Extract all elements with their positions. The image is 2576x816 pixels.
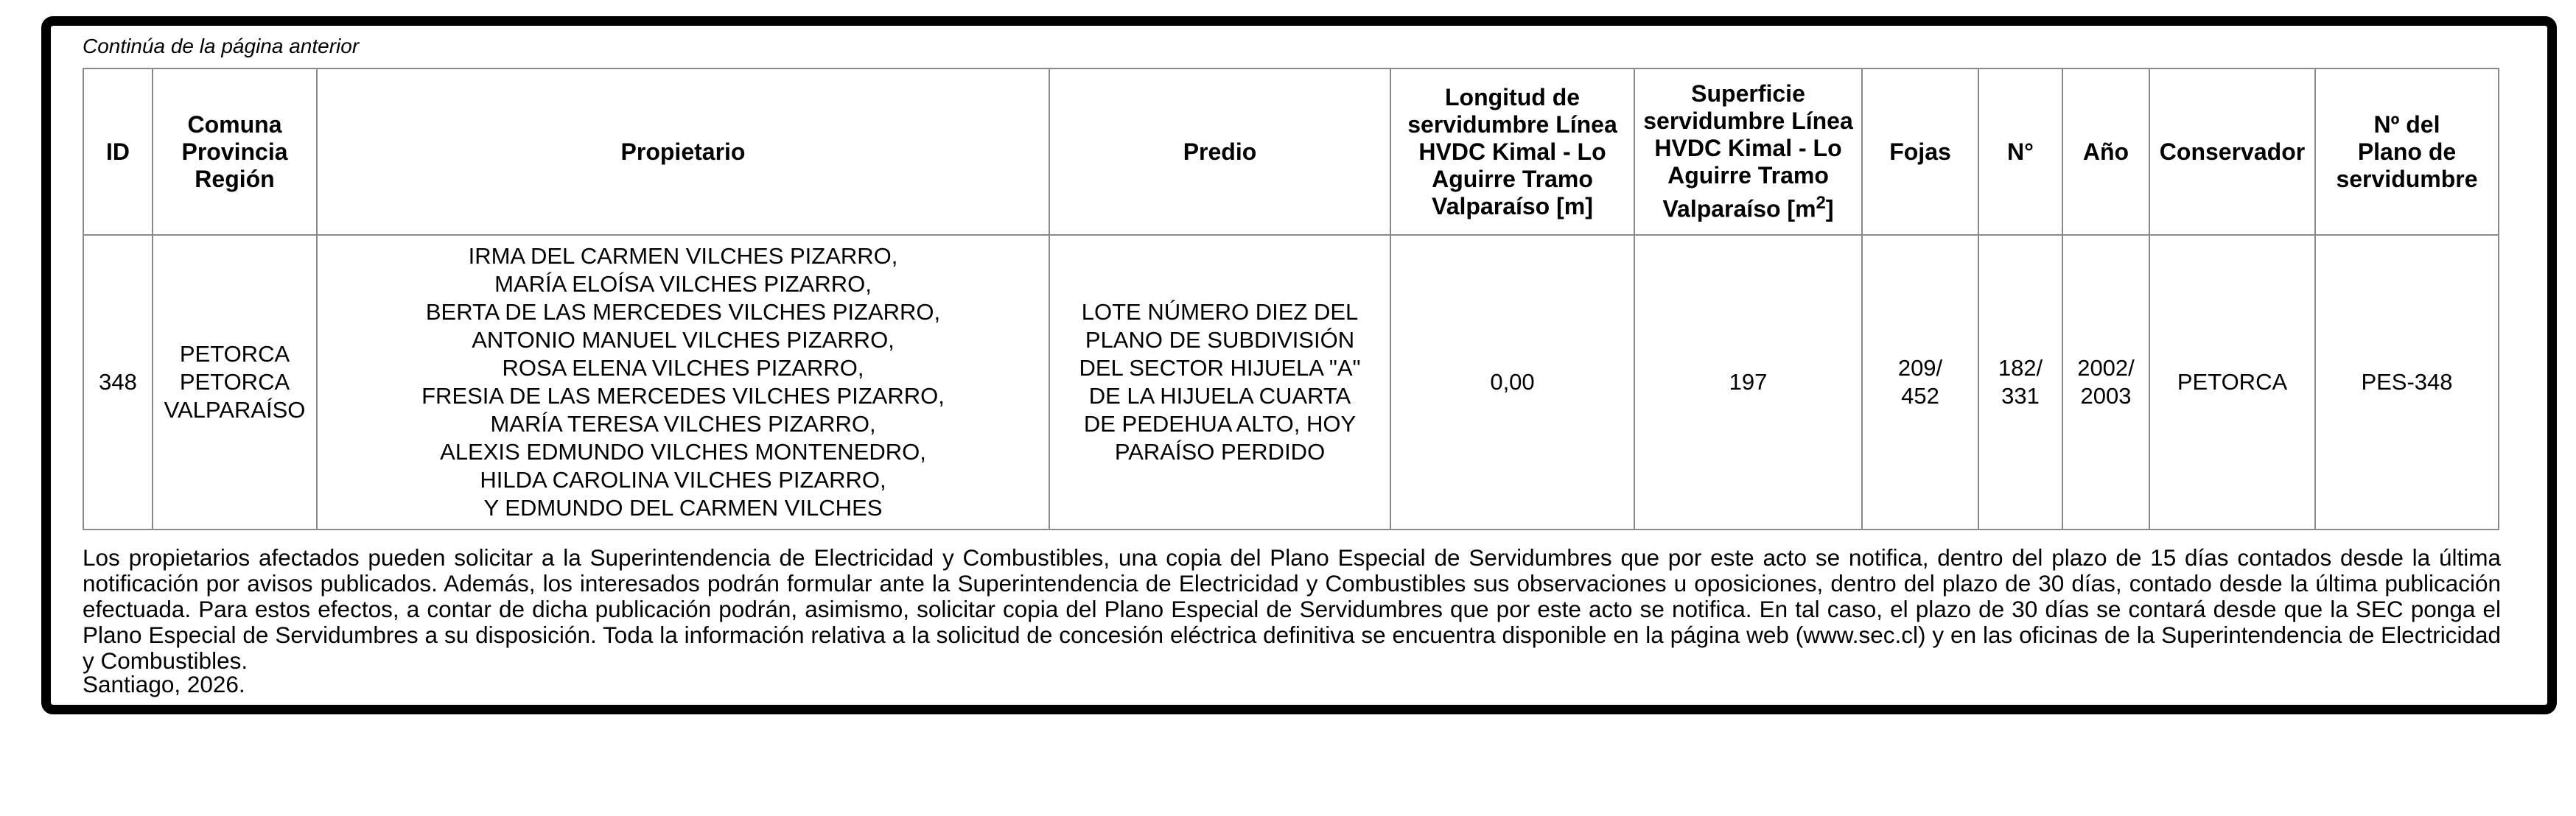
- cell-numero: 182/ 331: [1978, 235, 2062, 530]
- cell-conservador: PETORCA: [2149, 235, 2315, 530]
- cell-id: 348: [83, 235, 153, 530]
- header-propietario: Propietario: [317, 68, 1049, 235]
- cell-anio: 2002/ 2003: [2062, 235, 2149, 530]
- cell-comuna: PETORCA PETORCA VALPARAÍSO: [153, 235, 317, 530]
- header-superficie: Superficie servidumbre Línea HVDC Kimal - Lo Aguirre Tramo Valparaíso $[m^2]$: [1634, 68, 1862, 235]
- cell-longitud: 0,00: [1390, 235, 1634, 530]
- header-conservador: Conservador: [2149, 68, 2315, 235]
- header-comuna: Comuna Provincia Región: [153, 68, 317, 235]
- header-id: ID: [83, 68, 153, 235]
- easement-table: [83, 68, 2499, 530]
- header-predio: Predio: [1049, 68, 1390, 235]
- table-row: [83, 235, 2499, 530]
- header-longitud: Longitud de servidumbre Línea HVDC Kimal - Lo Aguirre Tramo Valparaíso [m]: [1390, 68, 1634, 235]
- cell-superficie: 197: [1634, 235, 1862, 530]
- cell-predio: LOTE NÚMERO DIEZ DEL PLANO DE SUBDIVISIÓN DEL SECTOR HIJUELA "A" DE LA HIJUELA CUARTA DE PEDEHUA ALTO, HOY PARAÍSO PERDIDO: [1049, 235, 1390, 530]
- cell-fojas: 209/ 452: [1862, 235, 1978, 530]
- place-date: Santiago, 2026.: [83, 671, 245, 697]
- header-fojas: Fojas: [1862, 68, 1978, 235]
- header-anio: Año: [2062, 68, 2149, 235]
- cell-plano: PES-348: [2315, 235, 2499, 530]
- table-header-row: [83, 68, 2499, 235]
- header-numero: N°: [1978, 68, 2062, 235]
- cell-propietario: IRMA DEL CARMEN VILCHES PIZARRO, MARÍA ELOÍSA VILCHES PIZARRO, BERTA DE LAS MERCEDES VILCHES PIZARRO, ANTONIO MANUEL VILCHES PIZARRO, ROSA ELENA VILCHES PIZARRO, FRESIA DE LAS MERCEDES VILCHES PIZARRO, MARÍA TERESA VILCHES PIZARRO, ALEXIS EDMUNDO VILCHES MONTENEDRO, HILDA CAROLINA VILCHES PIZARRO, Y EDMUNDO DEL CARMEN VILCHES: [317, 235, 1049, 530]
- legal-notice: Los propietarios afectados pueden solicitar a la Superintendencia de Electricidad y Combustibles, una copia del Plano Especial de Servidumbres que por este acto se notifica, dentro del plazo de 15 días contados desde la última notificación por avisos publicados. Además, los interesados podrán formular ante la Superintendencia de Electricidad y Combustibles sus observaciones u oposiciones, dentro del plazo de 30 días, contado desde la última publicación efectuada. Para estos efectos, a contar de dicha publicación podrán, asimismo, solicitar copia del Plano Especial de Servidumbres que por este acto se notifica. En tal caso, el plazo de 30 días se contará desde que la SEC ponga el Plano Especial de Servidumbres a su disposición. Toda la información relativa a la solicitud de concesión eléctrica definitiva se encuentra disponible en la página web (www.sec.cl) y en las oficinas de la Superintendencia de Electricidad y Combustibles.: [83, 544, 2501, 674]
- continuation-note: Continúa de la página anterior: [83, 35, 360, 57]
- header-plano: Nº del Plano de servidumbre: [2315, 68, 2499, 235]
